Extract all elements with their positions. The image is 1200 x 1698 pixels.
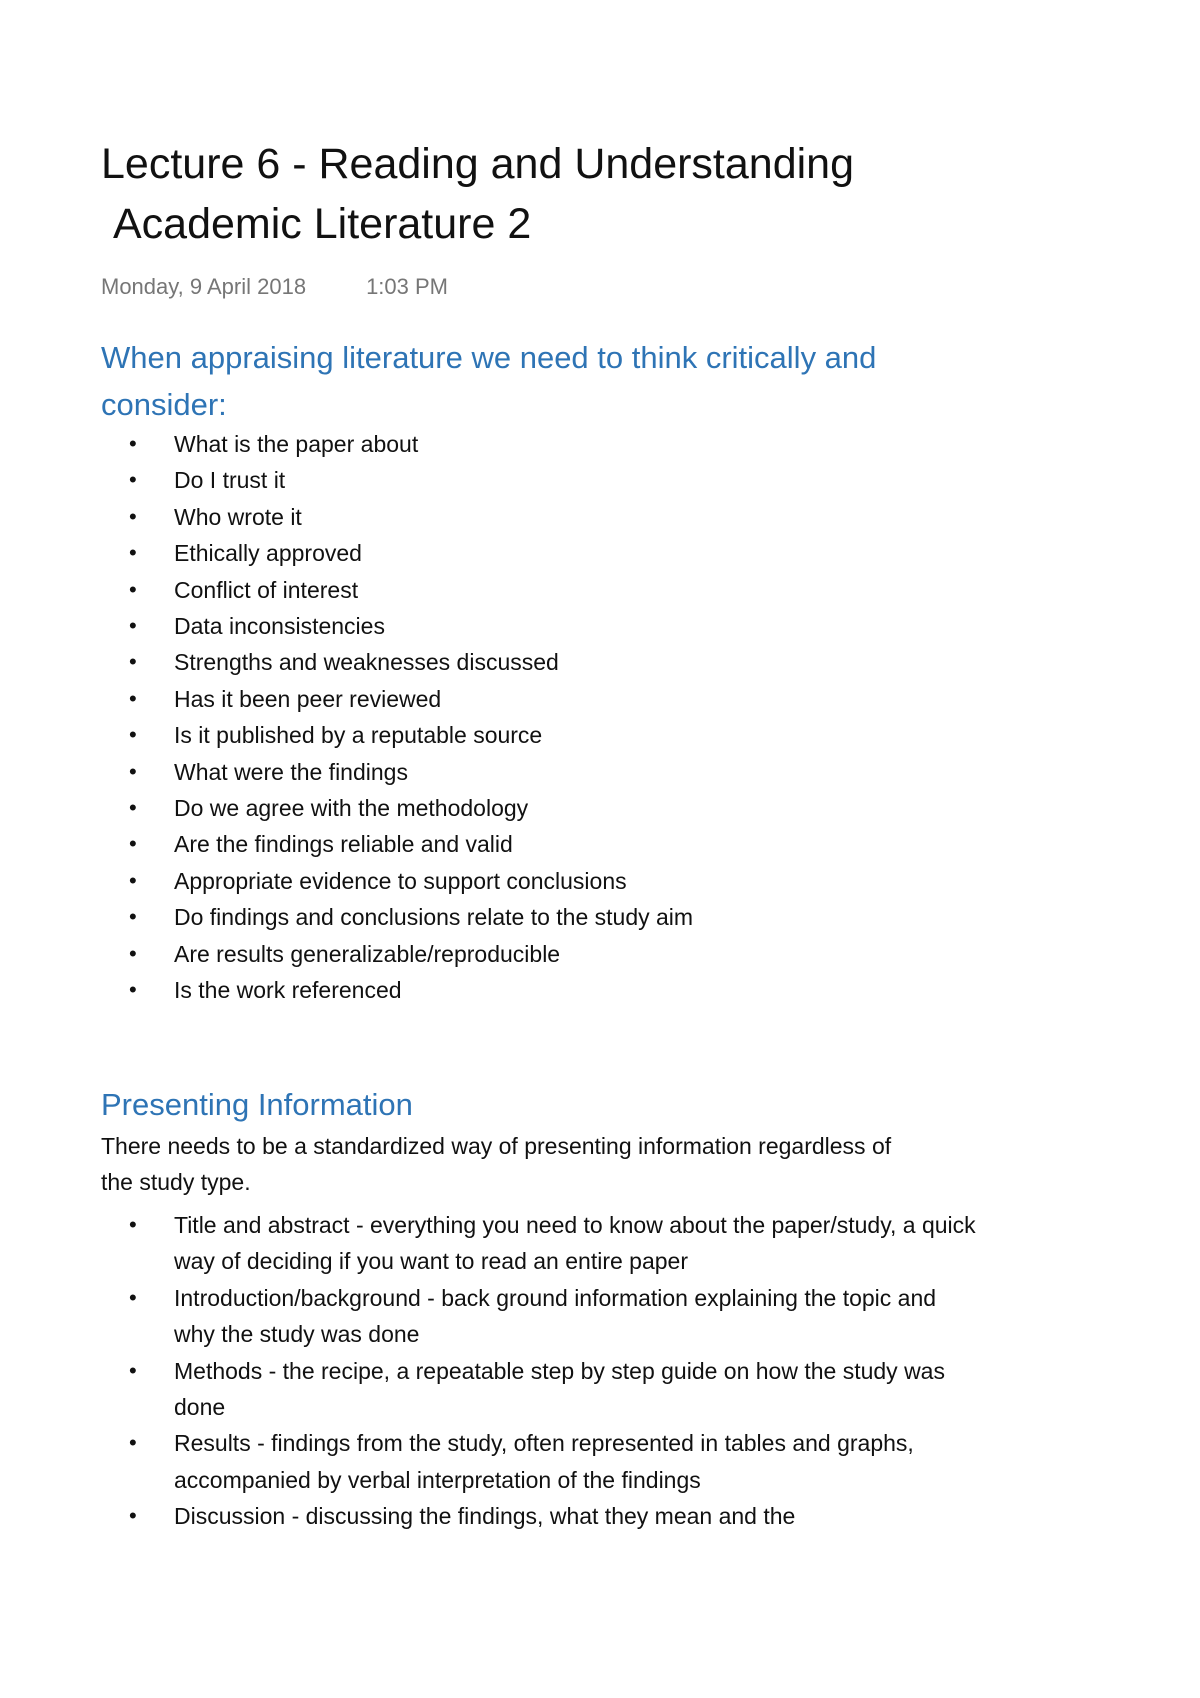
bullet-icon: • bbox=[129, 831, 137, 857]
bullet-icon: • bbox=[129, 795, 137, 821]
list-item: • Appropriate evidence to support conclusions bbox=[101, 863, 981, 899]
bullet-icon: • bbox=[129, 1430, 137, 1456]
bullet-icon: • bbox=[129, 977, 137, 1003]
list-item: • Methods - the recipe, a repeatable step by step guide on how the study was done bbox=[101, 1353, 981, 1426]
list-item: • Introduction/background - back ground information explaining the topic and why the study was done bbox=[101, 1280, 981, 1353]
bullet-icon: • bbox=[129, 576, 137, 602]
bullet-icon: • bbox=[129, 467, 137, 493]
list-item: • Are results generalizable/reproducible bbox=[101, 936, 981, 972]
list-item: • What is the paper about bbox=[101, 426, 981, 462]
page-title-line-2: Academic Literature 2 bbox=[113, 200, 532, 248]
list-item: • Do findings and conclusions relate to the study aim bbox=[101, 899, 981, 935]
list-item: • Data inconsistencies bbox=[101, 608, 981, 644]
list-item: • Is the work referenced bbox=[101, 972, 981, 1008]
note-timestamp bbox=[101, 272, 448, 302]
list-item: • Title and abstract - everything you need to know about the paper/study, a quick way of deciding if you want to read an entire paper bbox=[101, 1207, 981, 1280]
bullet-icon: • bbox=[129, 503, 137, 529]
bullet-icon: • bbox=[129, 649, 137, 675]
section-heading-appraising: When appraising literature we need to think critically and consider: bbox=[101, 340, 877, 422]
section-intro-paragraph: There needs to be a standardized way of presenting information regardless of the study type. bbox=[101, 1133, 892, 1196]
page-title-line-1: Lecture 6 - Reading and Understanding bbox=[101, 140, 855, 188]
list-item: • Is it published by a reputable source bbox=[101, 717, 981, 753]
bullet-icon: • bbox=[129, 613, 137, 639]
bullet-icon: • bbox=[129, 685, 137, 711]
paper-structure-list bbox=[101, 1207, 981, 1535]
list-item: • Strengths and weaknesses discussed bbox=[101, 644, 981, 680]
list-item: • What were the findings bbox=[101, 754, 981, 790]
bullet-icon: • bbox=[129, 940, 137, 966]
bullet-icon: • bbox=[129, 904, 137, 930]
bullet-icon: • bbox=[129, 722, 137, 748]
bullet-icon: • bbox=[129, 431, 137, 456]
list-item: • Who wrote it bbox=[101, 499, 981, 535]
bullet-icon: • bbox=[129, 1284, 137, 1310]
list-item: • Do we agree with the methodology bbox=[101, 790, 981, 826]
bullet-icon: • bbox=[129, 540, 137, 566]
bullet-icon: • bbox=[129, 1357, 137, 1383]
list-item: • Has it been peer reviewed bbox=[101, 681, 981, 717]
note-date: Monday, 9 April 2018 bbox=[101, 274, 307, 299]
bullet-icon: • bbox=[129, 1503, 137, 1529]
list-item: • Ethically approved bbox=[101, 535, 981, 571]
list-item: • Do I trust it bbox=[101, 462, 981, 498]
appraisal-checklist bbox=[101, 426, 981, 1009]
list-item: • Are the findings reliable and valid bbox=[101, 826, 981, 862]
list-item: • Conflict of interest bbox=[101, 572, 981, 608]
page-bottom-margin bbox=[0, 1584, 1200, 1698]
bullet-icon: • bbox=[129, 758, 137, 784]
note-time: 1:03 PM bbox=[366, 274, 448, 299]
bullet-icon: • bbox=[129, 1212, 137, 1237]
page-title bbox=[101, 134, 1001, 254]
section-heading-presenting-information: Presenting Information bbox=[101, 1087, 413, 1122]
bullet-icon: • bbox=[129, 867, 137, 893]
list-item: • Discussion - discussing the findings, what they mean and the bbox=[101, 1498, 981, 1534]
list-item: • Results - findings from the study, often represented in tables and graphs, accompanied by verbal interpretation of the findings bbox=[101, 1425, 981, 1498]
